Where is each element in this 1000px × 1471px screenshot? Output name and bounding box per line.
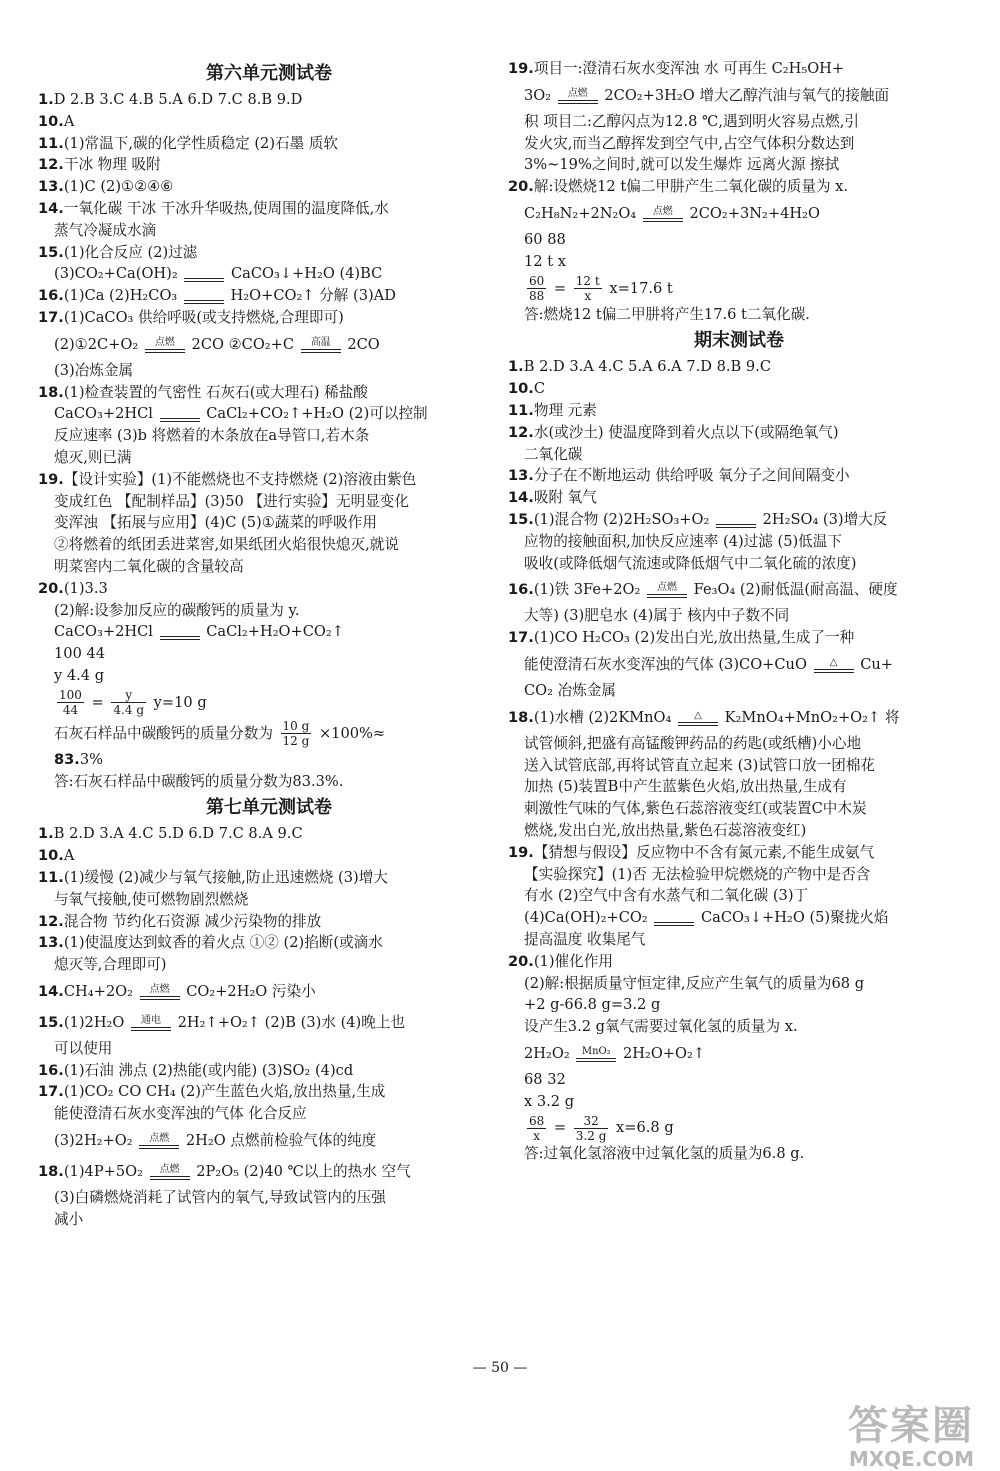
left-column [38, 58, 500, 1231]
answer-line: 13.(1)使温度达到蚊香的着火点 ①② (2)掐断(或滴水 [38, 934, 383, 952]
equals-sign [184, 288, 224, 304]
equals-sign [654, 910, 694, 926]
answer-line: $\frac{100}{44}$ = $\frac{y}{4.4 g}$ y=10 g [59, 688, 207, 718]
answer-line: 答:石灰石样品中碳酸钙的质量分数为83.3%. [54, 772, 344, 790]
answer-line: ②将燃着的纸团丢进菜窖,如果纸团火焰很快熄灭,就说 [54, 536, 399, 554]
answer-line: 变浑浊 【拓展与应用】(4)C (5)①蔬菜的呼吸作用 [54, 514, 377, 532]
answer-line: 14.一氧化碳 干冰 干冰升华吸热,使周围的温度降低,水 [38, 199, 389, 217]
reaction-condition: 点燃 [558, 88, 598, 104]
equals-sign [160, 624, 200, 640]
answer-line: 1.D 2.B 3.C 4.B 5.A 6.D 7.C 8.B 9.D [38, 91, 303, 108]
answer-line: 与氧气接触,使可燃物剧烈燃烧 [54, 890, 249, 908]
equals-sign [160, 406, 200, 422]
answer-line: 15.(1)化合反应 (2)过滤 [38, 243, 198, 261]
answer-line: 变成红色 【配制样品】(3)50 【进行实验】无明显变化 [54, 492, 409, 510]
answer-line: 送入试管底部,再将试管直立起来 (3)试管口放一团棉花 [524, 756, 876, 774]
answer-line: 12.混合物 节约化石资源 减少污染物的排放 [38, 912, 322, 930]
reaction-condition: 点燃 [140, 984, 180, 1000]
fraction: $\frac{100}{44}$ [59, 688, 82, 718]
fraction: $\frac{y}{4.4 g}$ [113, 688, 145, 718]
answer-line: 20.(1)3.3 [38, 579, 108, 597]
answer-line: 18.(1)检查装置的气密性 石灰石(或大理石) 稀盐酸 [38, 383, 368, 401]
answer-line: 17.(1)CaCO₃ 供给呼吸(或支持燃烧,合理即可) [38, 308, 344, 326]
answer-line: 19.【猜想与假设】反应物中不含有氮元素,不能生成氨气 [508, 843, 875, 861]
answer-line: (3)冶炼金属 [54, 361, 134, 379]
fraction: $\frac{10 g}{12 g}$ [282, 719, 310, 749]
answer-line: 加热 (5)装置B中产生蓝紫色火焰,放出热量,生成有 [524, 778, 847, 796]
answer-line: 积 项目二:乙醇闪点为12.8 ℃,遇到明火容易点燃,引 [524, 112, 859, 130]
page-number: — 50 — [472, 1360, 528, 1376]
answer-line: 11.物理 元素 [508, 401, 597, 419]
answer-line: 83.3% [54, 750, 104, 768]
answer-line: 19.【设计实验】(1)不能燃烧也不支持燃烧 (2)溶液由紫色 [38, 470, 417, 488]
reaction-condition: 点燃 [647, 582, 687, 598]
section-title: 期末测试卷 [694, 330, 784, 352]
answer-line: 反应速率 (3)b 将燃着的木条放在a导管口,若木条 [54, 427, 370, 445]
answer-line: 16.(1)Ca (2)H₂CO₃ H₂O+CO₂↑ 分解 (3)AD [38, 287, 396, 305]
answer-line: 3%~19%之间时,就可以发生爆炸 远离火源 擦拭 [524, 156, 840, 174]
reaction-condition: 点燃 [150, 1164, 190, 1180]
answer-line: 能使澄清石灰水变浑浊的气体 化合反应 [54, 1105, 307, 1123]
answer-line: 能使澄清石灰水变浑浊的气体 (3)CO+CuO △ Cu+ [524, 655, 893, 673]
answer-line: 68 32 [524, 1070, 566, 1088]
answer-line: 【实验探究】(1)否 无法检验甲烷燃烧的产物中是否含 [524, 865, 871, 883]
answer-line: 1.B 2.D 3.A 4.C 5.D 6.D 7.C 8.A 9.C [38, 825, 303, 843]
answer-line: (2)解:设参加反应的碳酸钙的质量为 y. [54, 601, 300, 619]
answer-line: (2)①2C+O₂ 点燃 2CO ②CO₂+C 高温 2CO [54, 335, 380, 353]
answer-line: 减小 [54, 1210, 84, 1228]
answer-line: 16.(1)石油 沸点 (2)热能(或内能) (3)SO₂ (4)cd [38, 1061, 354, 1079]
answer-line: 发火灾,而当乙醇挥发到空气中,占空气体积分数达到 [524, 134, 855, 152]
reaction-condition: 通电 [131, 1015, 171, 1031]
watermark-text: 答案圈 [848, 1403, 974, 1449]
answer-line: 二氧化碳 [524, 445, 583, 463]
answer-line: C₂H₈N₂+2N₂O₄ 点燃 2CO₂+3N₂+4H₂O [524, 204, 820, 222]
reaction-condition: 点燃 [145, 337, 185, 353]
answer-line: 熄灭,则已满 [54, 448, 132, 466]
section-title: 第六单元测试卷 [206, 63, 332, 84]
answer-line: 熄灭等,合理即可) [54, 956, 167, 974]
answer-line: 15.(1)混合物 (2)2H₂SO₃+O₂ 2H₂SO₄ (3)增大反 [508, 510, 888, 528]
answer-line: (3)CO₂+Ca(OH)₂ CaCO₃↓+H₂O (4)BC [54, 265, 383, 283]
answer-line: y 4.4 g [54, 666, 105, 684]
answer-line: CO₂ 冶炼金属 [524, 681, 616, 699]
answer-line: 12 t x [524, 252, 566, 270]
answer-line: 刺激性气味的气体,紫色石蕊溶液变红(或装置C中木炭 [524, 800, 867, 818]
answer-line: 19.项目一:澄清石灰水变浑浊 水 可再生 C₂H₅OH+ [508, 60, 845, 77]
answer-line: 10.A [38, 112, 75, 130]
right-column [508, 58, 970, 1165]
answer-line: 石灰石样品中碳酸钙的质量分数为 $\frac{10 g}{12 g}$ ×100%≈ [54, 719, 386, 749]
answer-line: 18.(1)水槽 (2)2KMnO₄ △ K₂MnO₄+MnO₂+O₂↑ 将 [508, 708, 900, 726]
answer-line: 16.(1)铁 3Fe+2O₂ 点燃 Fe₃O₄ (2)耐低温(耐高温、硬度 [508, 581, 898, 599]
answer-line: $\frac{68}{x}$ = $\frac{32}{3.2 g}$ x=6.8 g [529, 1113, 674, 1143]
answer-line: 14.吸附 氧气 [508, 489, 597, 507]
equals-sign [716, 512, 756, 528]
answer-line: 应物的接触面积,加快反应速率 (4)过滤 (5)低温下 [524, 532, 842, 550]
answer-line: 1.B 2.D 3.A 4.C 5.A 6.A 7.D 8.B 9.C [508, 358, 772, 376]
answer-line: 17.(1)CO H₂CO₃ (2)发出白光,放出热量,生成了一种 [508, 629, 855, 647]
answer-line: 12.干冰 物理 吸附 [38, 156, 161, 174]
reaction-condition: △ [814, 657, 854, 673]
answer-line: (3)2H₂+O₂ 点燃 2H₂O 点燃前检验气体的纯度 [54, 1132, 377, 1150]
answer-line: 设产生3.2 g氧气需要过氧化氢的质量为 x. [524, 1018, 798, 1036]
answer-line: CaCO₃+2HCl CaCl₂+H₂O+CO₂↑ [54, 623, 344, 641]
answer-line: 有水 (2)空气中含有水蒸气和二氧化碳 (3)丁 [524, 887, 809, 905]
answer-line: 13.(1)C (2)①②④⑥ [38, 178, 174, 196]
answer-line: 12.水(或沙土) 使温度降到着火点以下(或隔绝氧气) [508, 423, 839, 441]
answer-line: 可以使用 [54, 1039, 113, 1057]
fraction: $\frac{12 t}{x}$ [575, 274, 600, 304]
answer-line: 燃烧,发出白光,放出热量,紫色石蕊溶液变红) [524, 821, 807, 839]
fraction: $\frac{60}{88}$ [529, 274, 545, 304]
reaction-condition: MnO₂ [576, 1046, 616, 1062]
answer-line: x 3.2 g [524, 1092, 575, 1110]
equals-sign [184, 266, 224, 282]
answer-line: 15.(1)2H₂O 通电 2H₂↑+O₂↑ (2)B (3)水 (4)晚上也 [38, 1013, 406, 1031]
watermark-url: MXQE.COM [848, 1447, 974, 1471]
answer-line: 60 88 [524, 230, 566, 248]
answer-line: 明菜窖内二氧化碳的含量较高 [54, 557, 244, 575]
section-title: 第七单元测试卷 [206, 797, 332, 819]
fraction: $\frac{32}{3.2 g}$ [575, 1113, 607, 1143]
fraction: $\frac{68}{x}$ [529, 1113, 545, 1143]
answer-line: 吸收(或降低烟气流速或降低烟气中二氧化硫的浓度) [524, 554, 857, 572]
answer-line: 大等) (3)肥皂水 (4)属于 核内中子数不同 [524, 607, 790, 625]
answer-line: 试管倾斜,把盛有高锰酸钾药品的药匙(或纸槽)小心地 [524, 734, 862, 752]
reaction-condition: △ [678, 710, 718, 726]
answer-line: (2)解:根据质量守恒定律,反应产生氧气的质量为68 g [524, 974, 865, 992]
answer-line: +2 g-66.8 g=3.2 g [524, 996, 661, 1014]
answer-line: $\frac{60}{88}$ = $\frac{12 t}{x}$ x=17.6 t [529, 274, 673, 304]
reaction-condition: 高温 [301, 337, 341, 353]
watermark-logo [848, 1404, 974, 1470]
answer-line: 20.(1)催化作用 [508, 952, 613, 970]
answer-line: 10.A [38, 847, 75, 865]
answer-line: 17.(1)CO₂ CO CH₄ (2)产生蓝色火焰,放出热量,生成 [38, 1083, 386, 1101]
answer-line: 20.解:设燃烧12 t偏二甲肼产生二氧化碳的质量为 x. [508, 178, 849, 196]
answer-line: (4)Ca(OH)₂+CO₂ CaCO₃↓+H₂O (5)聚拢火焰 [524, 909, 889, 927]
answer-line: 10.C [508, 380, 546, 398]
answer-line: 蒸气冷凝成水滴 [54, 221, 157, 239]
answer-line: 3O₂ 点燃 2CO₂+3H₂O 增大乙醇汽油与氧气的接触面 [524, 86, 890, 104]
answer-line: 11.(1)缓慢 (2)减少与氧气接触,防止迅速燃烧 (3)增大 [38, 868, 388, 886]
answer-line: 11.(1)常温下,碳的化学性质稳定 (2)石墨 质软 [38, 134, 339, 152]
answer-line: (3)白磷燃烧消耗了试管内的氧气,导致试管内的压强 [54, 1189, 386, 1207]
answer-line: CaCO₃+2HCl CaCl₂+CO₂↑+H₂O (2)可以控制 [54, 405, 428, 423]
answer-line: 13.分子在不断地运动 供给呼吸 氧分子之间间隔变小 [508, 467, 850, 485]
answer-line: 答:燃烧12 t偏二甲肼将产生17.6 t二氧化碳. [524, 305, 810, 323]
answer-line: 提高温度 收集尾气 [524, 930, 646, 948]
answer-line: 答:过氧化氢溶液中过氧化氢的质量为6.8 g. [524, 1145, 805, 1163]
answer-line: 18.(1)4P+5O₂ 点燃 2P₂O₅ (2)40 ℃以上的热水 空气 [38, 1163, 411, 1181]
answer-line: 14.CH₄+2O₂ 点燃 CO₂+2H₂O 污染小 [38, 982, 316, 1000]
reaction-condition: 点燃 [643, 206, 683, 222]
reaction-condition: 点燃 [139, 1133, 179, 1149]
answer-line: 100 44 [54, 645, 106, 663]
answer-line: 2H₂O₂ MnO₂ 2H₂O+O₂↑ [524, 1044, 706, 1062]
